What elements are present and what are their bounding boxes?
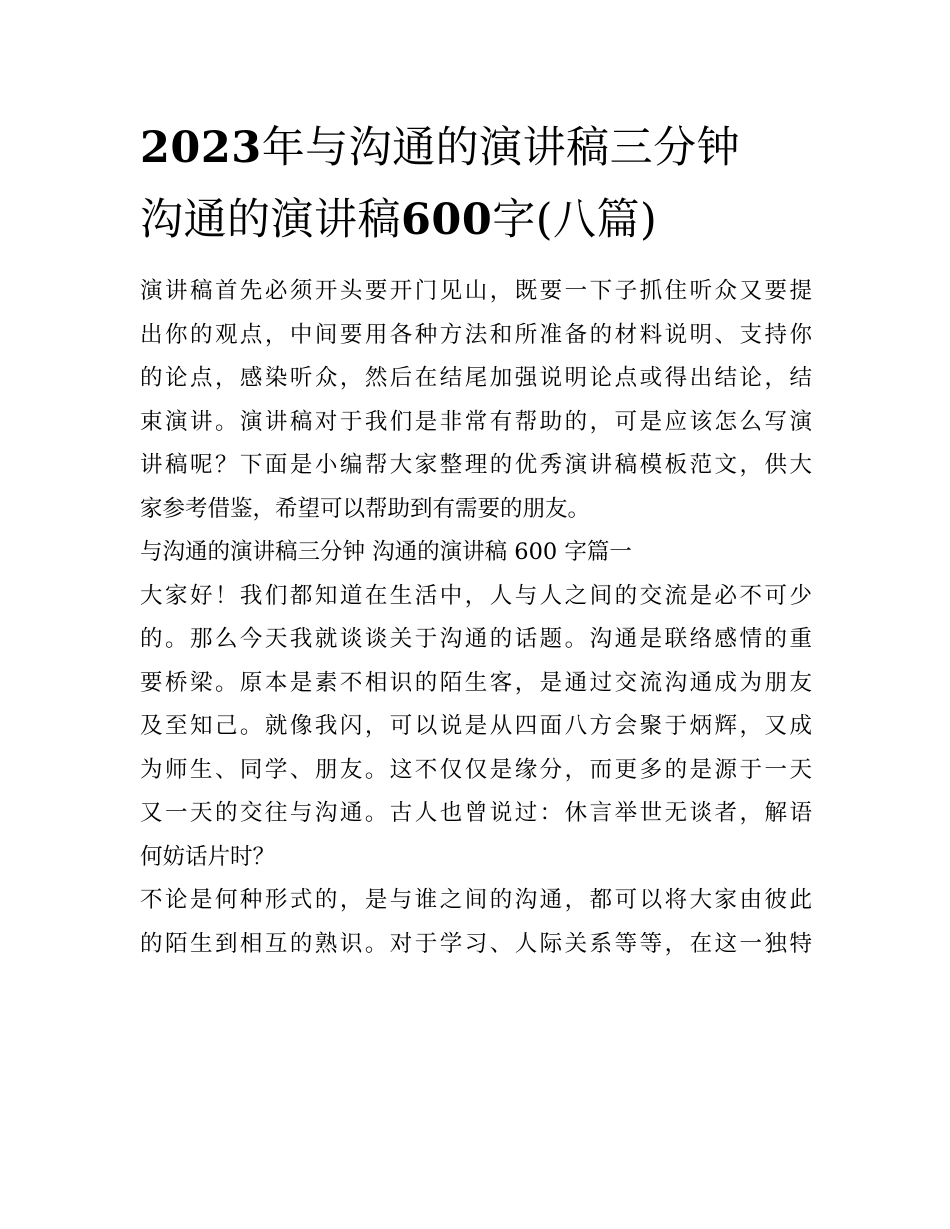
text-line: 的论点，感染听众，然后在结尾加强说明论点或得出结论，结 (140, 365, 812, 391)
text-line: 不论是何种形式的，是与谁之间的沟通，都可以将大家由彼此 (140, 887, 812, 913)
text-line: 何妨话片时？ (140, 843, 276, 870)
text-line: 的陌生到相互的熟识。对于学习、人际关系等等，在这一独特 (140, 930, 812, 957)
document-page (140, 112, 812, 966)
text-line: 要桥梁。原本是素不相识的陌生客，是通过交流沟通成为朋友 (140, 669, 812, 696)
title-line-1 (140, 112, 812, 184)
text-line: 讲稿呢？下面是小编帮大家整理的优秀演讲稿模板范文，供大 (140, 452, 812, 478)
text-line: 为师生、同学、朋友。这不仅仅是缘分，而更多的是源于一天 (140, 756, 812, 783)
paragraph-2 (140, 879, 812, 966)
text-line: 大家好！我们都知道在生活中，人与人之间的交流是必不可少 (140, 582, 812, 609)
title-text-1: 年与沟通的演讲稿三分钟 (261, 123, 741, 173)
title-text-2a: 沟通的演讲稿 (140, 195, 401, 245)
text-line: 出你的观点，中间要用各种方法和所准备的材料说明、支持你 (140, 321, 812, 348)
section-heading: 与沟通的演讲稿三分钟 沟通的演讲稿 600 字篇一 (140, 539, 632, 565)
document-body (140, 270, 812, 966)
text-line: 演讲稿首先必须开头要开门见山，既要一下子抓住听众又要提 (140, 278, 812, 304)
text-line: 及至知己。就像我闪，可以说是从四面八方会聚于炳辉，又成 (140, 713, 812, 739)
text-line: 又一天的交往与沟通。古人也曾说过：休言举世无谈者，解语 (140, 800, 812, 826)
title-count: 600 (401, 195, 493, 245)
paragraph-1 (140, 575, 812, 880)
title-year: 2023 (140, 123, 262, 173)
title-line-2 (140, 184, 812, 256)
text-line: 家参考借鉴，希望可以帮助到有需要的朋友。 (140, 495, 591, 522)
title-text-2b: 字(八篇) (492, 195, 658, 245)
text-line: 束演讲。演讲稿对于我们是非常有帮助的，可是应该怎么写演 (140, 408, 812, 435)
intro-paragraph (140, 270, 812, 531)
text-line: 的。那么今天我就谈谈关于沟通的话题。沟通是联络感情的重 (140, 626, 812, 652)
document-title (140, 112, 812, 256)
